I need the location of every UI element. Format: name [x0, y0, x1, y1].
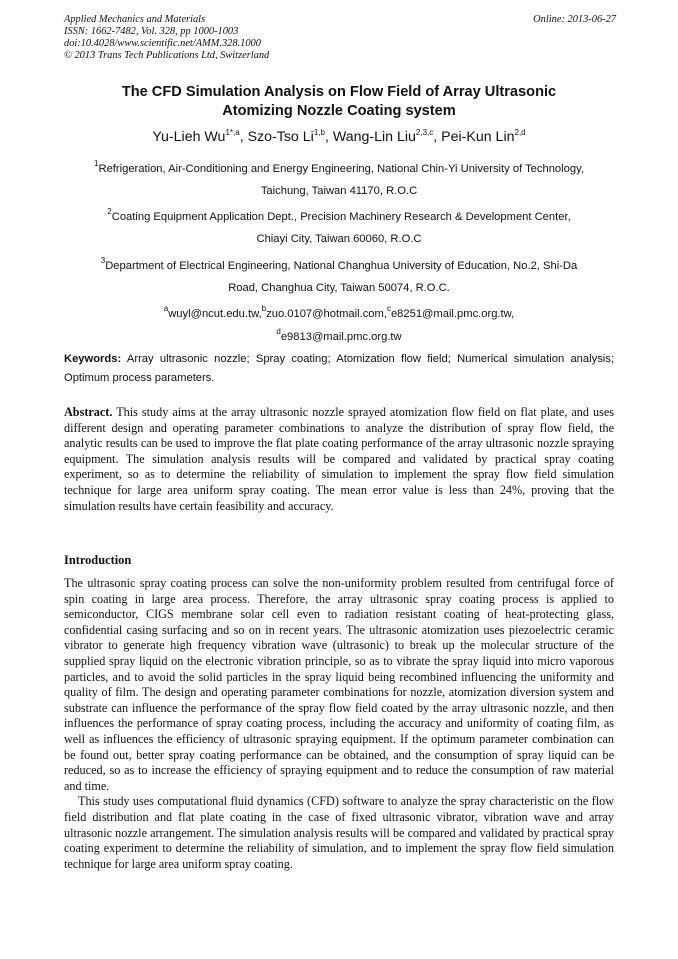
- keywords-label: Keywords:: [64, 353, 122, 365]
- title-line-2: Atomizing Nozzle Coating system: [222, 103, 456, 119]
- doi-line: doi:10.4028/www.scientific.net/AMM.328.1000: [64, 38, 261, 49]
- author-superscript: 1,b: [313, 128, 325, 137]
- email-address[interactable]: zuo.0107@hotmail.com,: [266, 308, 387, 320]
- journal-name: Applied Mechanics and Materials: [64, 14, 206, 25]
- section-heading-introduction: Introduction: [64, 553, 132, 567]
- keywords-text: Array ultrasonic nozzle; Spray coating; Atomization flow field; Numerical simulation analysis; Optimum process parameters.: [64, 353, 614, 384]
- email-letter: c: [386, 304, 391, 313]
- author-superscript: 2,d: [514, 128, 526, 137]
- abstract-text: This study aims at the array ultrasonic nozzle sprayed atomization flow field on flat plate, and uses different design and operating parameter combinations to analyze the distribution of spray flow field, the analytic results can be used to improve the flat plate coating performance of the array ultrasonic nozzle spraying equipment. The simulation analysis results will be compared and validated by practical spray coating experiment, so as to determine the reliability of simulation to implement the spray flow field simulation technique for large area uniform spray coating. The mean error value is less than 24%, proving that the simulation results have certain feasibility and accuracy.: [64, 405, 614, 513]
- affiliation-1: [60, 158, 618, 202]
- author-list: Yu-Lieh $Wu^{1*,a}$, Szo-Tso Li$^{1,b}$, Wang-Lin Liu$^{2,3,c}$, Pei-Kun Lin$^{2,d}$: [152, 128, 526, 145]
- email-line-1: [60, 303, 618, 325]
- email-letter: d: [276, 327, 281, 336]
- online-date: Online: 2013-06-27: [533, 14, 616, 25]
- affiliation-number: 2: [107, 207, 112, 216]
- title-line-1: The CFD Simulation Analysis on Flow Field of Array Ultrasonic: [121, 84, 557, 100]
- author-superscript: 1*,a: [225, 128, 240, 137]
- copyright-line: © 2013 Trans Tech Publications Ltd, Switzerland: [64, 50, 270, 61]
- affiliation-line: Taichung, Taiwan 41170, R.O.C: [260, 185, 418, 197]
- keywords-block: [64, 350, 614, 388]
- email-address[interactable]: e8251@mail.pmc.org.tw,: [390, 308, 515, 320]
- author-superscript: 2,3,c: [415, 128, 434, 137]
- email-line-2: [60, 326, 618, 348]
- abstract-label: Abstract.: [64, 405, 113, 419]
- running-header: [64, 14, 616, 62]
- author-name: Pei-Kun Lin: [441, 129, 515, 145]
- author-name: Yu-Lieh Wu: [152, 129, 226, 145]
- affiliation-line: Refrigeration, Air-Conditioning and Energy Engineering, National Chin-Yi University of Technology,: [98, 163, 584, 175]
- affiliation-number: 3: [100, 256, 106, 265]
- issn-line: ISSN: 1662-7482, Vol. 328, pp 1000-1003: [64, 26, 239, 37]
- affiliation-2: [60, 206, 618, 250]
- author-name: Szo-Tso Li: [247, 129, 314, 145]
- email-letter: b: [261, 304, 267, 313]
- email-address[interactable]: e9813@mail.pmc.org.tw: [280, 331, 402, 343]
- affiliation-line: Coating Equipment Application Dept., Precision Machinery Research & Development Center,: [111, 211, 571, 223]
- affiliation-3: [60, 255, 618, 299]
- author-name: Wang-Lin Liu: [332, 129, 416, 145]
- introduction-body: [64, 576, 614, 872]
- affiliation-line: Road, Changhua City, Taiwan 50074, R.O.C.: [228, 282, 450, 294]
- email-address[interactable]: wuyl@ncut.edu.tw,: [168, 308, 262, 320]
- abstract-block: [64, 405, 614, 514]
- intro-paragraph-2: This study uses computational fluid dynamics (CFD) software to analyze the spray characteristic on the flow field distribution and flat plate coating in the case of fixed ultrasonic vibrator, vibration wave and array ultrasonic nozzle arrangement. The simulation analysis results will be compared and validated by practical spray coating experiment to determine the reliability of simulation, and to implement the spray flow field simulation technique for large area uniform spray coating.: [64, 794, 614, 871]
- affiliation-line: Chiayi City, Taiwan 60060, R.O.C: [256, 233, 422, 245]
- intro-paragraph-1: The ultrasonic spray coating process can solve the non-uniformity problem resulted from centrifugal force of spin coating in large area process. Therefore, the array ultrasonic spray coating process is applied to semiconductor, CIGS membrane solar cell even to radiation resistant coating of heat-protecting glass, confidential casing surfacing and so on in recent years. The ultrasonic atomization uses piezoelectric ceramic vibrator to generate high frequency vibration wave (ultrasonic) to break up the molecular structure of the supplied spray liquid on the electronic vibration principle, so as to vibrate the spray liquid into micro vaporous particles, and to avoid the solid particles in the spray liquid being recombined influencing the uniformity and quality of film. The design and operating parameter combinations for nozzle, atomization diversion system and substrate can influence the performance of the spray flow field coated by the array ultrasonic nozzle, and then influences the performance of spray coating process, including the accuracy and uniformity of coating film, as well as influences the efficiency of ultrasonic spraying equipment. If the optimum parameter combination can be found out, better spray coating performance can be obtained, and the consumption of spray liquid can be reduced, so as to increase the efficiency of spraying equipment and to reduce the consumption of raw material and time.: [64, 576, 614, 793]
- email-letter: a: [163, 304, 169, 313]
- affiliation-line: Department of Electrical Engineering, National Changhua University of Education, No.2, Shi-Da: [105, 260, 578, 272]
- paper-title: [64, 83, 614, 121]
- affiliation-number: 1: [94, 159, 99, 168]
